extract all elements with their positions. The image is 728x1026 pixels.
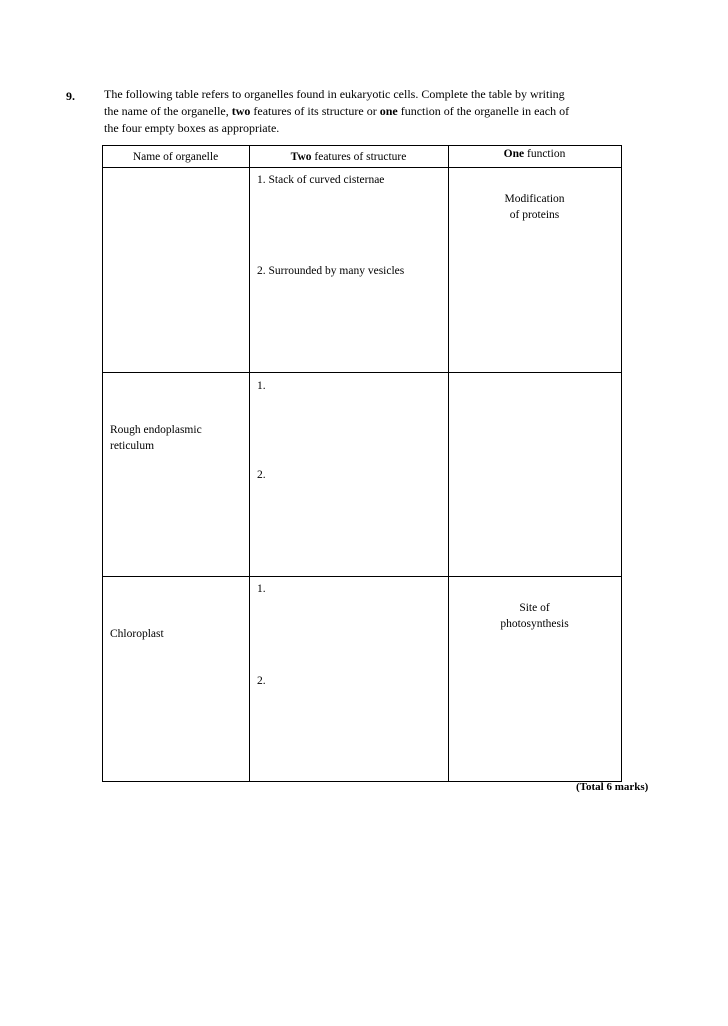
question-instructions bbox=[104, 86, 644, 137]
instruction-line-2: the name of the organelle, two features of its structure or one function of the organelle in each of bbox=[104, 104, 570, 118]
column-divider-2 bbox=[448, 145, 449, 782]
question-number: 9. bbox=[66, 89, 75, 103]
row2-organelle-name: Rough endoplasmic reticulum bbox=[110, 424, 202, 452]
row1-feature-2: 2. Surrounded by many vesicles bbox=[257, 265, 405, 277]
row3-organelle-name: Chloroplast bbox=[110, 628, 164, 640]
row1-function: Modification of proteins bbox=[504, 193, 565, 221]
header-divider bbox=[102, 167, 622, 168]
instruction-line-3: the four empty boxes as appropriate. bbox=[104, 121, 280, 135]
header-features-of-structure: Two features of structure bbox=[290, 151, 407, 163]
row2-feature-2: 2. bbox=[257, 469, 266, 481]
header-one-function: One function bbox=[503, 148, 566, 160]
row1-feature-1: 1. Stack of curved cisternae bbox=[257, 174, 385, 186]
instruction-line-1: The following table refers to organelles found in eukaryotic cells. Complete the table by writing bbox=[104, 87, 565, 101]
table-border-right bbox=[621, 145, 622, 782]
column-divider-1 bbox=[249, 145, 250, 782]
row-divider-1 bbox=[102, 372, 622, 373]
row3-feature-2: 2. bbox=[257, 675, 266, 687]
header-name-of-organelle: Name of organelle bbox=[132, 151, 219, 163]
table-border-left bbox=[102, 145, 103, 782]
row2-feature-1: 1. bbox=[257, 380, 266, 392]
table-border-bottom bbox=[102, 781, 622, 782]
row3-feature-1: 1. bbox=[257, 583, 266, 595]
row3-function: Site of photosynthesis bbox=[500, 602, 569, 630]
organelle-table bbox=[102, 145, 621, 781]
row-divider-2 bbox=[102, 576, 622, 577]
total-marks: (Total 6 marks) bbox=[576, 781, 649, 793]
